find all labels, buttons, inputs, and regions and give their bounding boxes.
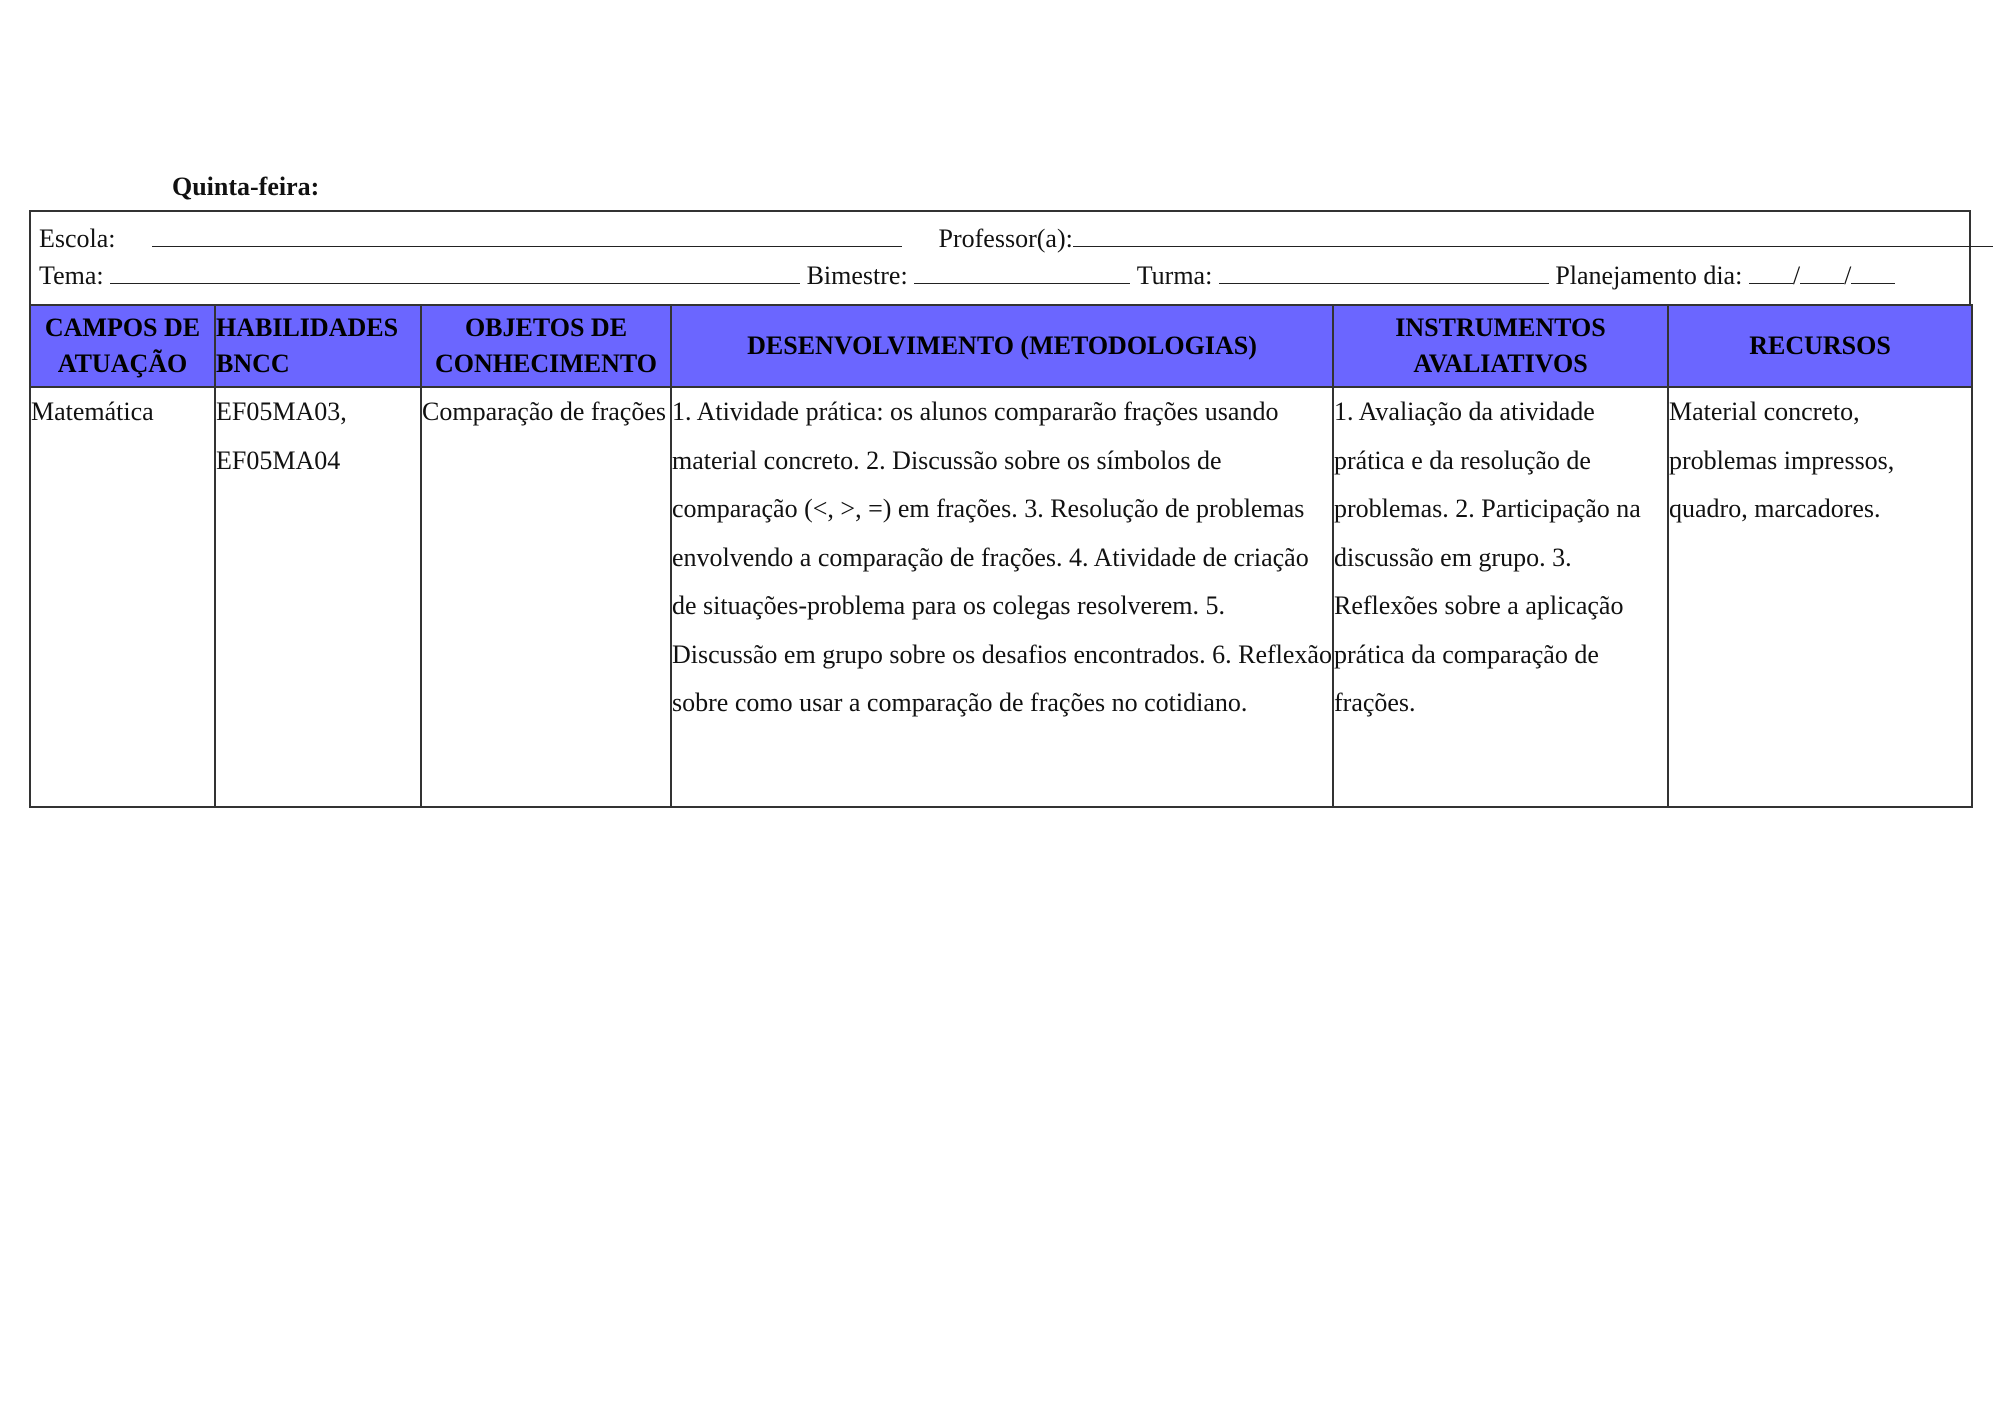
header-recursos: RECURSOS [1668, 305, 1972, 387]
planejamento-label: Planejamento dia: [1555, 261, 1743, 290]
professor-field[interactable] [1073, 222, 1993, 247]
date-day-field[interactable] [1749, 259, 1793, 284]
date-month-field[interactable] [1800, 259, 1844, 284]
cell-objetos: Comparação de frações [421, 387, 671, 807]
info-line-school [39, 222, 1993, 255]
bimestre-label: Bimestre: [806, 261, 908, 290]
cell-desenvolvimento: 1. Atividade prática: os alunos compararão frações usando material concreto. 2. Discussão sobre os símbolos de comparação (<, >, =) em frações. 3. Resolução de problemas envolvendo a comparação de frações. 4. Atividade de criação de situações-problema para os colegas resolverem. 5. Discussão em grupo sobre os desafios encontrados. 6. Reflexão sobre como usar a comparação de frações no cotidiano. [671, 387, 1333, 807]
date-separator: / [1844, 261, 1852, 290]
bimestre-field[interactable] [914, 259, 1130, 284]
professor-label: Professor(a): [938, 224, 1073, 253]
escola-label: Escola: [39, 224, 116, 253]
cell-instrumentos: 1. Avaliação da atividade prática e da resolução de problemas. 2. Participação na discussão em grupo. 3. Reflexões sobre a aplicação prática da comparação de frações. [1333, 387, 1668, 807]
header-instrumentos: INSTRUMENTOS AVALIATIVOS [1333, 305, 1668, 387]
header-info-box [29, 210, 1971, 304]
date-year-field[interactable] [1851, 259, 1895, 284]
lesson-plan-table [29, 304, 1973, 808]
date-separator: / [1792, 261, 1801, 290]
cell-habilidades: EF05MA03, EF05MA04 [215, 387, 421, 807]
cell-recursos: Material concreto, problemas impressos, quadro, marcadores. [1668, 387, 1972, 807]
day-title: Quinta-feira: [172, 172, 320, 201]
header-habilidades: HABILIDADES BNCC [215, 305, 421, 387]
turma-label: Turma: [1136, 261, 1213, 290]
header-desenvolvimento: DESENVOLVIMENTO (METODOLOGIAS) [671, 305, 1333, 387]
header-objetos: OBJETOS DE CONHECIMENTO [421, 305, 671, 387]
turma-field[interactable] [1219, 259, 1549, 284]
table-row [30, 387, 1972, 807]
table-header-row [30, 305, 1972, 387]
info-line-theme [39, 259, 1895, 292]
cell-campos: Matemática [30, 387, 215, 807]
tema-label: Tema: [39, 261, 104, 290]
tema-field[interactable] [110, 259, 800, 284]
header-campos: CAMPOS DE ATUAÇÃO [30, 305, 215, 387]
escola-field[interactable] [152, 222, 902, 247]
